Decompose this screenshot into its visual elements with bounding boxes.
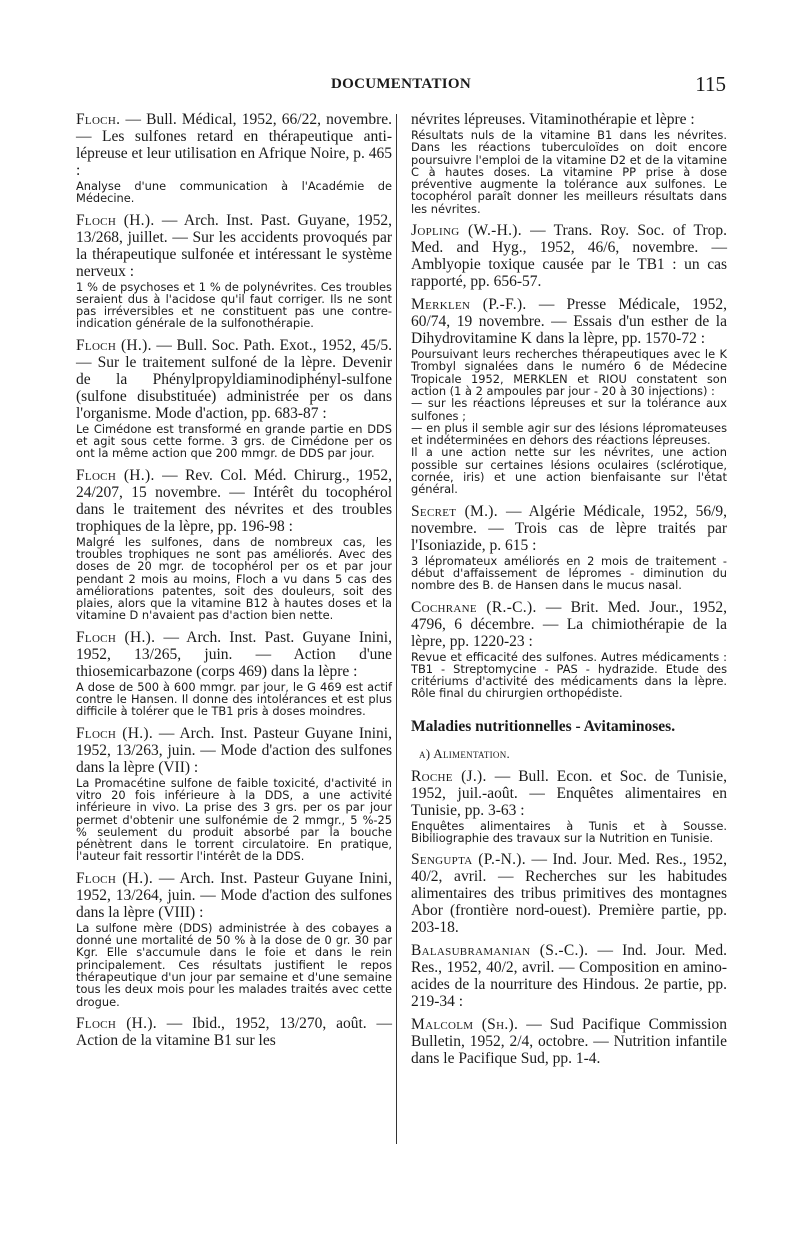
- reference-citation: — Bull. Econ. et Soc. de Tunisie, 1952, juil.-août. — Enquêtes alimentaires en Tunisie, pp. 3-63 :: [411, 767, 728, 819]
- reference-citation: — Ind. Jour. Med. Res., 1952, 40/2, avril. — Composition en amino-acides de la nourriture des Hindous. 2e partie, pp. 219-34 :: [411, 942, 727, 1011]
- reference-entry: [76, 870, 392, 921]
- reference-entry: [76, 467, 392, 535]
- reference-abstract: La Promacétine sulfone de faible toxicité, d'activité in vitro 20 fois inférieure à la DDS, a une activité inférieure in vivo. La prise des 3 grs. per os par jour permet d'obtenir une sulfonémie de 2 mmgr., 5 %-25 % seulement du produit absorbé par la bouche pénètrent dans le torrent circulatoire. En pratique, l'auteur fait ressortir l'intérêt de la DDS.: [76, 775, 392, 864]
- reference-entry: [411, 296, 727, 347]
- reference-citation: — Rev. Col. Méd. Chirurg., 1952, 24/207, 15 novembre. — Intérêt du tocophérol dans le traitement des névrites et des troubles trophiques de la lèpre, pp. 196-98 :: [76, 466, 392, 535]
- reference-citation: — Brit. Med. Jour., 1952, 4796, 6 décembre. — La chimiothérapie de la lèpre, pp. 1220-23 :: [411, 598, 727, 650]
- reference-citation: — Bull. Médical, 1952, 66/22, novembre. — Les sulfones retard en thérapeutique anti-lépreuse et leur utilisation en Afrique Noire, p. 465 :: [76, 111, 392, 179]
- reference-abstract: Résultats nuls de la vitamine B1 dans les névrites. Dans les réactions tuberculoïdes on doit encore poursuivre l'emploi de la vitamine D2 et de la vitamine C à hautes doses. La vitamine PP prise à dose préventive augmente la tolérance aux sulfones. Le tocophérol paraît donner les meilleurs résultats dans les névrites.: [411, 128, 727, 216]
- reference-citation: — Arch. Inst. Past. Guyane, 1952, 13/268, juillet. — Sur les accidents provoqués par la thérapeutique sulfonée et intéressant le système nerveux :: [76, 211, 393, 280]
- reference-entry: [76, 725, 392, 776]
- reference-author: Floch (H.).: [76, 1014, 157, 1032]
- right-column: [411, 111, 727, 1067]
- reference-abstract: Analyse d'une communication à l'Académie de Médecine.: [76, 179, 392, 206]
- reference-citation: névrites lépreuses. Vitaminothérapie et lèpre :: [411, 111, 695, 128]
- reference-citation: — Sud Pacifique Commission Bulletin, 1952, 2/4, octobre. — Nutrition infantile dans le Pacifique Sud, pp. 1-4.: [411, 1016, 727, 1068]
- reference-abstract: 1 % de psychoses et 1 % de polynévrites. Ces troubles seraient dus à l'acidose qu'il faut corriger. Ils ne sont pas irréversibles et ne constituent pas une contre-indication générale de la sulfonothérapie.: [76, 279, 392, 331]
- reference-author: Balasubramanian (S.-C.).: [411, 942, 589, 960]
- page-header: [76, 72, 726, 100]
- reference-author: Jopling (W.-H.).: [411, 222, 522, 240]
- reference-citation: — Presse Médicale, 1952, 60/74, 19 novembre. — Essais d'un esther de la Dihydrovitamine K dans la lèpre, pp. 1570-72 :: [411, 296, 727, 348]
- reference-entry: [411, 503, 727, 554]
- reference-entry: [76, 337, 392, 422]
- reference-citation: — Arch. Inst. Pasteur Guyane Inini, 1952, 13/263, juin. — Mode d'action des sulfones dans la lèpre (VII) :: [76, 724, 392, 776]
- reference-citation: — Arch. Inst. Pasteur Guyane Inini, 1952, 13/264, juin. — Mode d'action des sulfones dans la lèpre (VIII) :: [76, 869, 392, 921]
- reference-citation: — Arch. Inst. Past. Guyane Inini, 1952, 13/265, juin. — Action d'une thiosemicarbazone (corps 469) dans la lèpre :: [76, 628, 392, 680]
- reference-abstract: Revue et efficacité des sulfones. Autres médicaments : TB1 - Streptomycine - PAS - hydrazide. Etude des critériums d'activité des médicaments dans la lèpre. Rôle final du chirurgien orthopédiste.: [411, 649, 727, 701]
- reference-abstract: Enquêtes alimentaires à Tunis et à Sousse. Bibiliographie des travaux sur la Nutrition en Tunisie.: [411, 818, 727, 846]
- reference-author: Floch (H.).: [76, 336, 152, 354]
- reference-author: Floch.: [76, 111, 121, 128]
- reference-entry: [411, 222, 727, 290]
- reference-entry: [411, 851, 727, 936]
- page-number: 115: [695, 72, 726, 96]
- reference-abstract: La sulfone mère (DDS) administrée à des cobayes a donné une mortalité de 50 % à la dose de 0 gr. 30 par Kgr. Elle s'accumule dans le foie et dans le rein principalement. Ces résultats justifient le repos thérapeutique d'un jour par semaine et d'une semaine tous les deux mois pour les malades traités avec cette drogue.: [76, 920, 392, 1009]
- reference-citation: — Trans. Roy. Soc. of Trop. Med. and Hyg., 1952, 46/6, novembre. — Amblyopie toxique causée par le TB1 : un cas rapporté, pp. 656-57.: [411, 222, 728, 291]
- reference-entry: [76, 1015, 392, 1049]
- reference-citation: — Ibid., 1952, 13/270, août. — Action de la vitamine B1 sur les: [76, 1014, 393, 1049]
- reference-author: Merklen (P.-F.).: [411, 296, 527, 314]
- reference-abstract: Le Cimédone est transformé en grande partie en DDS et agit sous cette forme. 3 grs. de Cimédone per os ont la même action que 200 mmgr. de DDS par jour.: [76, 421, 392, 461]
- reference-abstract: 3 lépromateux améliorés en 2 mois de traitement - début d'affaissement de lépromes - diminution du nombre des B. de Hansen dans le mucus nasal.: [411, 553, 727, 593]
- reference-entry: [411, 942, 727, 1010]
- reference-citation: — Ind. Jour. Med. Res., 1952, 40/2, avril. — Recherches sur les habitudes alimentaires des tribus primitives des montagnes Abor (frontière nord-ouest). Première partie, pp. 203-18.: [411, 851, 727, 937]
- reference-author: Floch (H.).: [76, 724, 154, 742]
- reference-author: Roche (J.).: [411, 767, 487, 785]
- reference-author: Secret (M.).: [411, 502, 498, 520]
- reference-entry: [76, 111, 392, 179]
- reference-author: Cochrane (R.-C.).: [411, 598, 537, 616]
- reference-author: Sengupta (P.-N.).: [411, 851, 526, 869]
- reference-citation: — Algérie Médicale, 1952, 56/9, novembre. — Trois cas de lèpre traités par l'Isoniazide, p. 615 :: [411, 502, 728, 554]
- reference-abstract: Malgré les sulfones, dans de nombreux cas, les troubles trophiques ne sont pas améliorés. Avec des doses de 20 mgr. de tocophérol per os et par jour pendant 2 mois au moins, Floch a vu dans 5 cas des améliorations patentes, soit des douleurs, soit des plaies, alors que la vitamine B12 à hautes doses et la vitamine D n'avaient pas d'action bien nette.: [76, 534, 392, 623]
- subsection-heading: a) Alimentation.: [419, 745, 511, 761]
- left-column: [76, 111, 392, 1049]
- reference-abstract: A dose de 500 à 600 mmgr. par jour, le G 469 est actif contre le Hansen. Il donne des intolérances et est plus difficile à tolérer que le TB1 pris à doses moindres.: [76, 679, 392, 719]
- running-title: DOCUMENTATION: [330, 76, 471, 92]
- reference-author: Malcolm (Sh.).: [411, 1016, 519, 1034]
- reference-citation: — Bull. Soc. Path. Exot., 1952, 45/5. — Sur le traitement sulfoné de la lèpre. Devenir de la Phénylpropyldiaminodiphényl-sulfone (sulfone disubstituée) administrée per os dans l'organisme. Mode d'action, pp. 683-87 :: [76, 336, 393, 422]
- reference-abstract: Poursuivant leurs recherches thérapeutiques avec le K Trombyl signalées dans le numéro 6 de Médecine Tropicale 1952, MERKLEN et RIOU constatent son action (1 à 2 ampoules par jour - 20 à 30 injections) : — sur les réactions lépreuses et sur la tolérance aux sulfones ; — en plus il semble agir sur des lésions lépromateuses et indéterminées en dehors des réactions lépreuses. Il a une action nette sur les névrites, une action possible sur certaines lésions oculaires (sclérotique, cornée, iris) et une action bienfaisante sur l'état général.: [411, 347, 727, 497]
- reference-author: Floch (H.).: [76, 211, 155, 229]
- reference-entry: [76, 629, 392, 680]
- reference-entry: [76, 212, 392, 280]
- section-heading: Maladies nutritionnelles - Avitaminoses.: [411, 717, 676, 735]
- column-divider: [396, 114, 397, 1144]
- reference-author: Floch (H.).: [76, 628, 156, 646]
- reference-author: Floch (H.).: [76, 466, 155, 484]
- reference-entry: [411, 599, 727, 650]
- reference-entry: [411, 111, 727, 128]
- reference-author: Floch (H.).: [76, 869, 154, 887]
- reference-entry: [411, 1016, 727, 1067]
- reference-entry: [411, 768, 727, 819]
